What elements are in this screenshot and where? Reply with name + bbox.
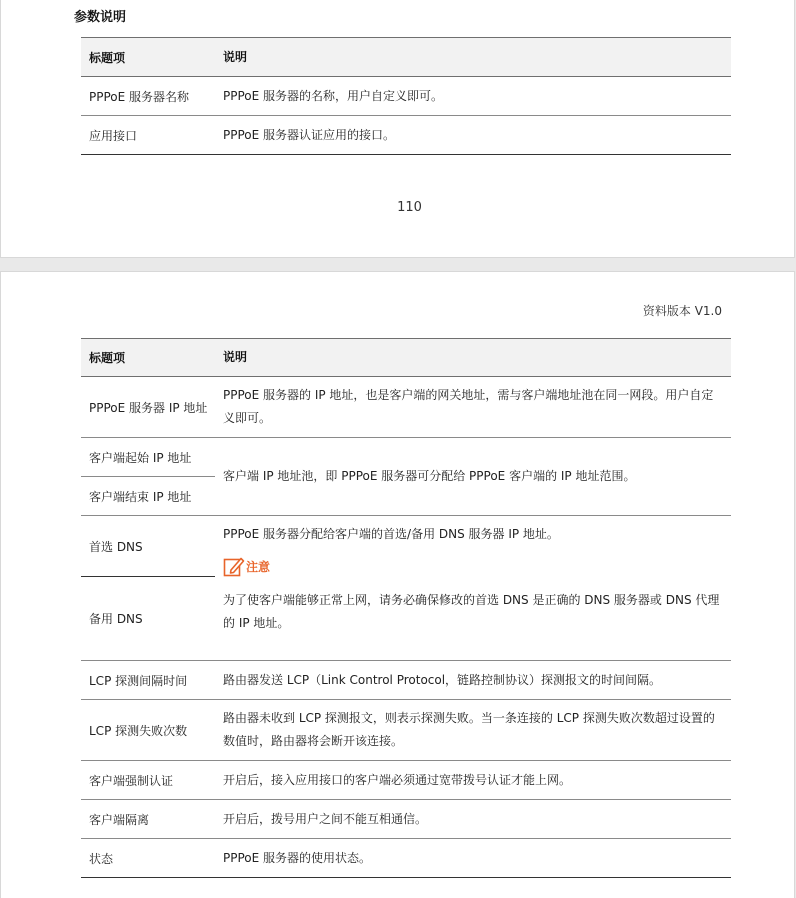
param-name: PPPoE 服务器名称	[89, 89, 190, 104]
param-desc: 路由器未收到 LCP 探测报文，则表示探测失败。当一条连接的 LCP 探测失败次数超过设置的数值时，路由器将会断开该连接。	[223, 711, 715, 748]
table-row	[81, 116, 731, 155]
table-row	[81, 700, 731, 761]
param-desc: PPPoE 服务器认证应用的接口。	[223, 127, 396, 142]
param-name: 客户端强制认证	[89, 773, 174, 788]
table-row	[81, 377, 731, 438]
param-name: 客户端隔离	[89, 812, 150, 827]
param-name: 客户端起始 IP 地址	[81, 438, 215, 477]
table-row	[81, 800, 731, 839]
table-row	[81, 761, 731, 800]
document-page-111	[0, 271, 795, 898]
dns-desc-block	[215, 516, 731, 660]
table-row-merged-dns	[81, 516, 731, 661]
dns-labels	[81, 516, 215, 660]
param-desc: 开启后，接入应用接口的客户端必须通过宽带拨号认证才能上网。	[223, 772, 572, 787]
param-name: PPPoE 服务器 IP 地址	[89, 400, 208, 415]
document-page-110	[0, 0, 795, 258]
param-desc: 路由器发送 LCP（Link Control Protocol，链路控制协议）探测报文的时间间隔。	[223, 672, 662, 687]
param-name: 客户端结束 IP 地址	[89, 489, 192, 504]
table-row-merged-pool	[81, 438, 731, 516]
param-name: 应用接口	[89, 128, 138, 143]
table-header	[81, 37, 731, 77]
note-edit-icon	[223, 556, 245, 578]
note-callout	[223, 555, 721, 579]
param-name: 状态	[89, 851, 114, 866]
table-row	[81, 77, 731, 116]
param-name: LCP 探测间隔时间	[89, 673, 188, 688]
param-desc: 客户端 IP 地址池，即 PPPoE 服务器可分配给 PPPoE 客户端的 IP 地址范围。	[223, 469, 636, 483]
doc-version: 资料版本 V1.0	[642, 304, 722, 318]
param-desc: PPPoE 服务器的使用状态。	[223, 850, 372, 865]
pool-labels	[81, 438, 215, 515]
table-row	[81, 839, 731, 878]
page-number: 110	[397, 200, 422, 215]
note-text: 为了使客户端能够正常上网，请务必确保修改的首选 DNS 是正确的 DNS 服务器或 DNS 代理的 IP 地址。	[223, 593, 720, 630]
param-desc: PPPoE 服务器的名称，用户自定义即可。	[223, 88, 444, 103]
param-desc: 开启后，拨号用户之间不能互相通信。	[223, 811, 428, 826]
param-name: LCP 探测失败次数	[89, 723, 188, 738]
header-title-item: 标题项	[89, 50, 126, 65]
note-label: 注意	[246, 559, 271, 574]
param-name: 首选 DNS	[81, 516, 215, 577]
header-title-item: 标题项	[89, 351, 126, 365]
header-description: 说明	[223, 350, 248, 364]
table-header	[81, 338, 731, 377]
parameter-table-2	[81, 338, 731, 878]
param-name: 备用 DNS	[89, 612, 143, 626]
header-description: 说明	[223, 49, 248, 64]
section-title: 参数说明	[74, 10, 127, 25]
parameter-table-1	[81, 37, 731, 155]
table-row	[81, 661, 731, 700]
param-desc: PPPoE 服务器的 IP 地址，也是客户端的网关地址，需与客户端地址池在同一网段。用户自定义即可。	[223, 388, 714, 425]
param-desc: PPPoE 服务器分配给客户端的首选/备用 DNS 服务器 IP 地址。	[223, 527, 559, 541]
